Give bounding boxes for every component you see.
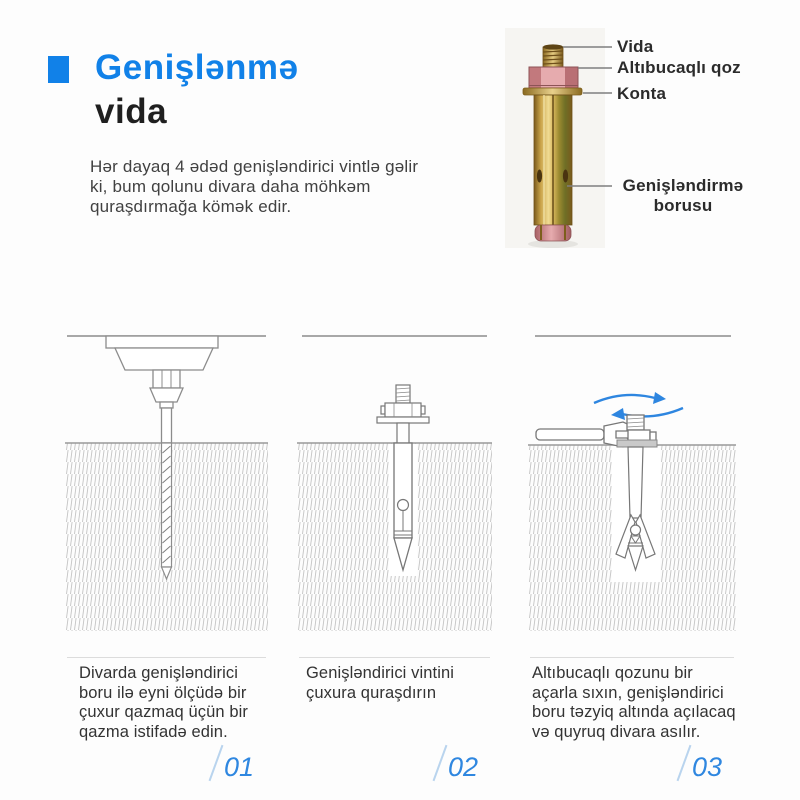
part-label-konta: Konta bbox=[617, 84, 667, 103]
part-label-hex-nut: Altıbucaqlı qoz bbox=[617, 58, 741, 77]
step-number: 03 bbox=[683, 744, 722, 782]
rotation-arrows-icon bbox=[594, 395, 683, 416]
page-title-rest: vida bbox=[95, 92, 168, 131]
step-caption: Divarda genişləndirici boru ilə eyni ölçüdə bir çuxur qazmaq üçün bir qazma istifadə edin. bbox=[79, 664, 249, 741]
step-number: 02 bbox=[439, 744, 478, 782]
step-number: 01 bbox=[215, 744, 254, 782]
step-caption: Genişləndirici vintini çuxura quraşdırın bbox=[306, 664, 455, 702]
accent-square bbox=[48, 56, 69, 83]
step-divider bbox=[67, 657, 266, 658]
step-number-slash-icon bbox=[209, 745, 224, 781]
step-divider bbox=[530, 657, 734, 658]
anchor-inserted-illustration bbox=[297, 330, 492, 632]
page-title-highlight: Genişlənmə bbox=[95, 48, 299, 87]
part-label-vida: Vida bbox=[617, 37, 654, 56]
wrench-tightening-illustration bbox=[528, 330, 736, 632]
drill-illustration bbox=[65, 330, 268, 632]
product-description: Hər dayaq 4 ədəd genişləndirici vintlə gəlir ki, bum qolunu divara daha möhkəm quraşdırmağa kömək edir. bbox=[90, 157, 419, 216]
step-number-slash-icon bbox=[677, 745, 692, 781]
step-panel-3 bbox=[528, 330, 736, 800]
step-panel-1 bbox=[65, 330, 268, 800]
part-label-expansion-tube: Genişləndirmə borusu bbox=[622, 176, 744, 215]
step-caption: Altıbucaqlı qozunu bir açarla sıxın, genişləndirici boru təzyiq altında açılacaq və quyruq divara asılır. bbox=[532, 664, 736, 741]
step-panel-2 bbox=[297, 330, 492, 800]
anchor-photo bbox=[505, 28, 605, 248]
step-number-slash-icon bbox=[433, 745, 448, 781]
step-divider bbox=[299, 657, 490, 658]
